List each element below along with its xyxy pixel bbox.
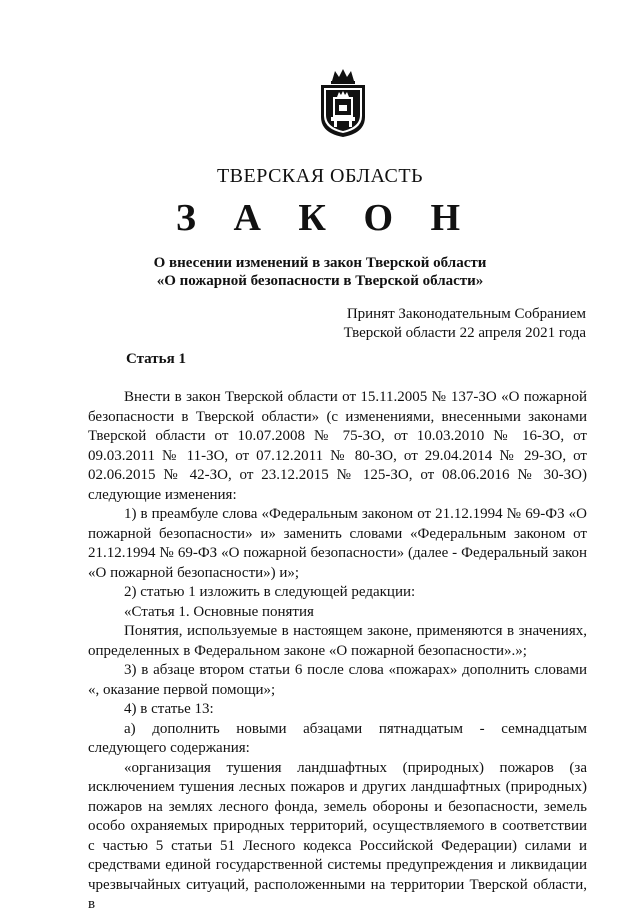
document-type: З А К О Н — [175, 197, 475, 239]
adoption-line-2: Тверской области 22 апреля 2021 года — [343, 325, 586, 341]
adoption-note — [344, 305, 586, 343]
article-paragraph: 4) в статье 13: — [124, 701, 214, 717]
adoption-line-1: Принят Законодательным Собранием — [346, 306, 586, 322]
article-heading: Статья 1 — [126, 351, 186, 367]
article-paragraph: Внести в закон Тверской области от 15.11.2005 № 137-ЗО «О пожарной безопасности в Тверской области» (с изменениями, внесенными законами Тверской области от 10.07.2008 № 75-ЗО, от 10.03.2010 № 16-ЗО, от 09.03.2011 № 11-ЗО, от 07.12.2011 № 80-ЗО, от 29.04.2014 № 29-ЗО, от 02.06.2015 № 42-ЗО, от 23.12.2015 № 125-ЗО, от 08.06.2016 № 30-ЗО) следующие изменения: — [88, 389, 587, 503]
law-title-line-2: «О пожарной безопасности в Тверской области» — [156, 273, 484, 289]
article-paragraph: 2) статью 1 изложить в следующей редакции: — [124, 584, 416, 600]
article-paragraph: 3) в абзаце втором статьи 6 после слова «пожарах» дополнить словами «, оказание первой помощи»; — [88, 662, 587, 698]
article-paragraph: а) дополнить новыми абзацами пятнадцатым - семнадцатым следующего содержания: — [88, 720, 587, 756]
tver-oblast-coat-of-arms-icon — [318, 67, 368, 139]
article-paragraph: Понятия, используемые в настоящем законе, применяются в значениях, определенных в Федеральном законе «О пожарной безопасности».»; — [88, 623, 587, 659]
region-name: ТВЕРСКАЯ ОБЛАСТЬ — [216, 165, 424, 187]
law-title-line-1: О внесении изменений в закон Тверской области — [153, 255, 487, 271]
article-body — [88, 388, 587, 915]
article-paragraph: «Статья 1. Основные понятия — [124, 603, 314, 620]
article-paragraph: «организация тушения ландшафтных (природных) пожаров (за исключением тушения лесных пожаров и других ландшафтных (природных) пожаров на землях лесного фонда, земель обороны и безопасности, земель особо охраняемых природных территорий, осуществляемого в соответствии с частью 5 статьи 51 Лесного кодекса Российской Федерации) силами и средствами единой государственной системы предупреждения и ликвидации чрезвычайных ситуаций, расположенными на территории Тверской области, в — [88, 759, 587, 912]
law-title — [0, 254, 640, 290]
article-paragraph: 1) в преамбуле слова «Федеральным законом от 21.12.1994 № 69-ФЗ «О пожарной безопасности» и» заменить словами «Федеральным законом от 21.12.1994 № 69-ФЗ «О пожарной безопасности» (далее - Федеральный закон «О пожарной безопасности») и»; — [88, 506, 587, 581]
